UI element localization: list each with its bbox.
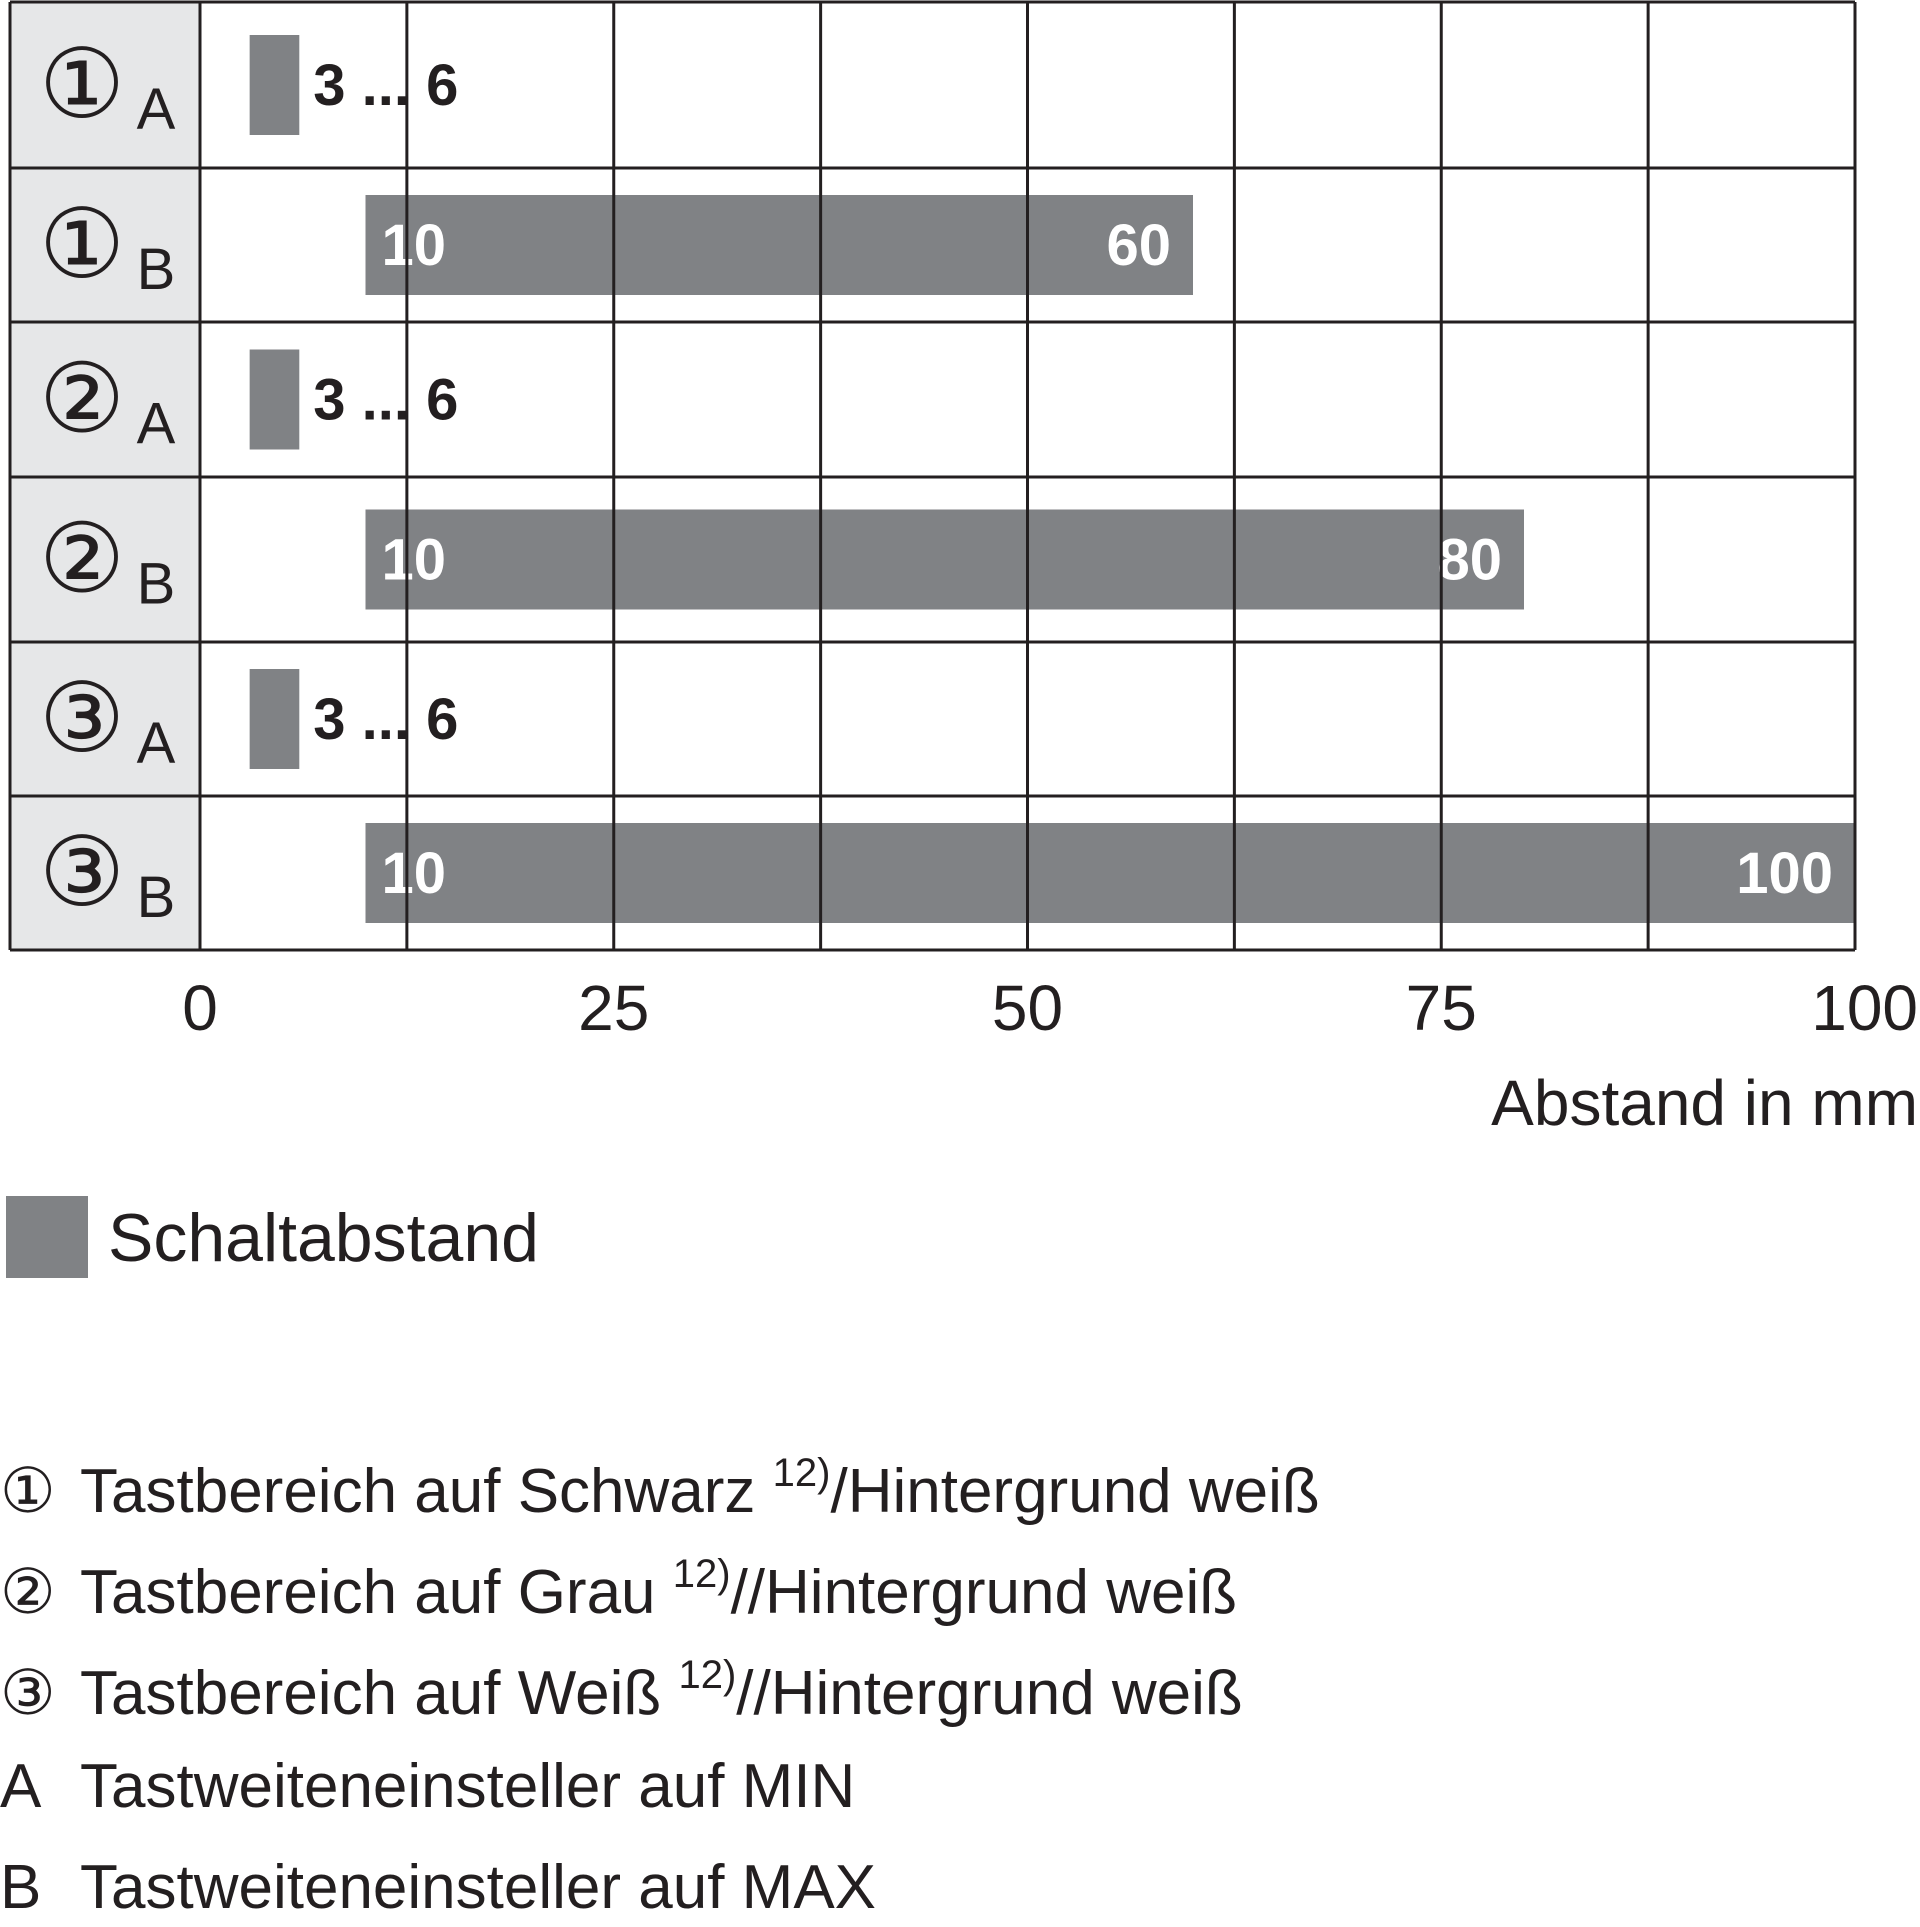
range-bar — [366, 823, 1856, 923]
row-label-symbol: ① — [38, 188, 126, 300]
x-tick-label: 75 — [1405, 972, 1477, 1044]
x-tick-label: 100 — [1811, 972, 1918, 1044]
note-symbol: ③ — [0, 1659, 56, 1728]
footnote-ref: 12) — [672, 1552, 731, 1596]
note-symbol: ② — [0, 1558, 56, 1627]
bar-value-label: 3 ... 6 — [313, 687, 459, 752]
range-bar — [366, 510, 1525, 610]
row-label-suffix: A — [136, 391, 176, 457]
bar-value-label: 3 ... 6 — [313, 367, 459, 433]
row-label-symbol: ③ — [38, 662, 126, 774]
footnote-ref: 12) — [678, 1653, 737, 1697]
x-axis-title: Abstand in mm — [1491, 1067, 1918, 1139]
note-row-4 — [0, 1752, 856, 1821]
bar-value-label: 3 ... 6 — [313, 53, 459, 118]
row-label-suffix: B — [136, 865, 176, 930]
row-label-symbol: ③ — [38, 816, 126, 928]
range-bar — [250, 669, 300, 769]
bar-start-label: 10 — [381, 841, 447, 906]
note-row-5 — [0, 1853, 877, 1922]
note-symbol: B — [0, 1853, 42, 1922]
bar-end-label: 100 — [1736, 841, 1833, 906]
row-label-suffix: A — [136, 77, 176, 142]
note-text-tail: //Hintergrund weiß — [730, 1558, 1238, 1627]
note-row-3 — [0, 1653, 1243, 1728]
legend-label: Schaltabstand — [108, 1200, 539, 1276]
note-text: Tastbereich auf Schwarz — [80, 1457, 773, 1526]
row-label-suffix: B — [136, 551, 176, 617]
row-label-suffix: A — [136, 711, 176, 776]
bar-start-label: 10 — [381, 213, 447, 278]
note-text: Tastweiteneinsteller auf MAX — [80, 1853, 877, 1922]
note-text-tail: /Hintergrund weiß — [830, 1457, 1320, 1526]
bar-start-label: 10 — [381, 527, 447, 593]
row-label-symbol: ① — [38, 28, 126, 140]
range-bar — [250, 350, 300, 450]
note-row-2 — [0, 1552, 1238, 1627]
bar-end-label: 60 — [1106, 213, 1171, 278]
x-tick-label: 25 — [578, 972, 650, 1044]
note-text: Tastbereich auf Grau — [80, 1558, 673, 1627]
row-label-symbol: ② — [38, 502, 126, 615]
x-tick-label: 0 — [182, 972, 218, 1044]
row-label-suffix: B — [136, 237, 176, 302]
note-text: Tastbereich auf Weiß — [80, 1659, 679, 1728]
note-row-1 — [0, 1451, 1320, 1526]
bar-end-label: 80 — [1437, 527, 1502, 593]
note-text: Tastweiteneinsteller auf MIN — [80, 1752, 856, 1821]
footnote-ref: 12) — [772, 1451, 831, 1495]
note-symbol: A — [0, 1752, 42, 1821]
note-symbol: ① — [0, 1457, 56, 1526]
row-label-symbol: ② — [38, 342, 126, 455]
x-tick-label: 50 — [991, 972, 1064, 1044]
range-bar — [366, 195, 1194, 295]
range-bar — [250, 35, 300, 135]
legend-swatch — [6, 1196, 88, 1278]
note-text-tail: //Hintergrund weiß — [736, 1659, 1243, 1728]
